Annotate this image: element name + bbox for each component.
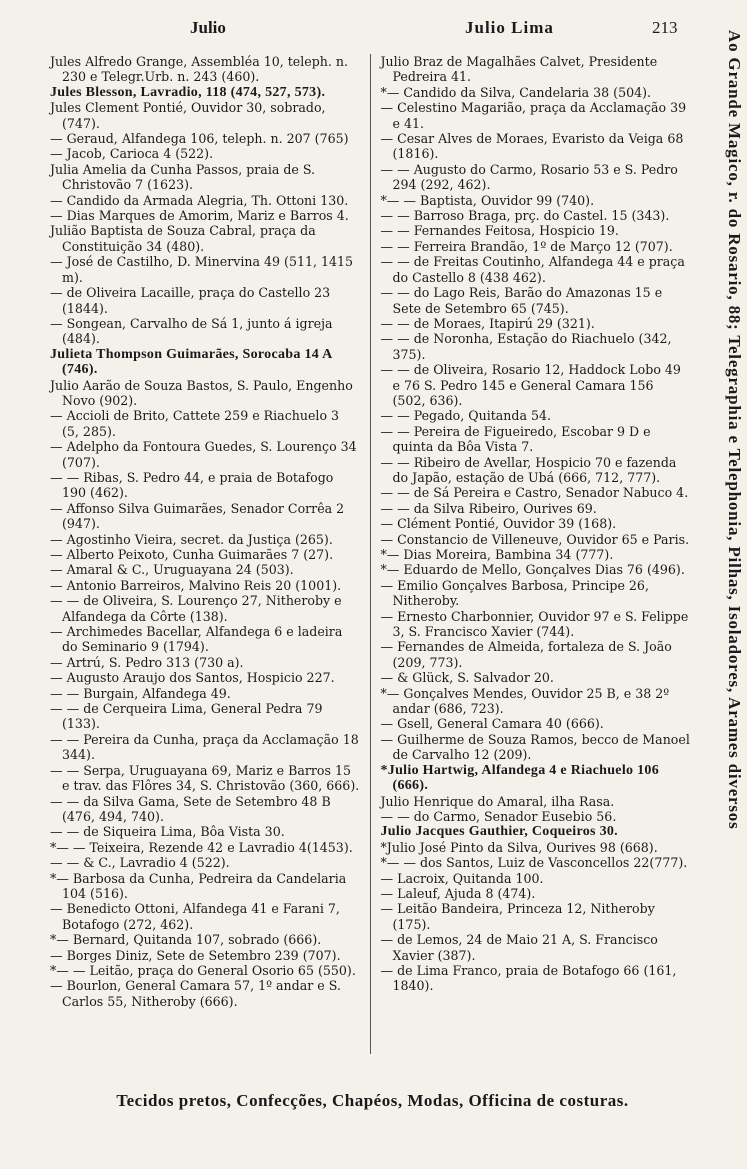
- directory-entry: Jules Clement Pontié, Ouvidor 30, sobrado, (747).: [50, 100, 326, 131]
- directory-entry: Jules Alfredo Grange, Assembléa 10, teleph. n. 230 e Telegr.Urb. n. 243 (460).: [50, 54, 349, 85]
- directory-entry: — — Ribas, S. Pedro 44, e praia de Botafogo 190 (462).: [50, 469, 334, 501]
- directory-entry: *— Gonçalves Mendes, Ouvidor 25 B, e 38 2º andar (686, 723).: [380, 685, 670, 717]
- directory-entry: Julieta Thompson Guimarães, Sorocaba 14 A (746).: [50, 346, 332, 378]
- directory-entry: — — Augusto do Carmo, Rosario 53 e S. Pedro 294 (292, 462).: [380, 161, 678, 193]
- directory-entry: — de Oliveira Lacaille, praça do Castello 23 (1844).: [50, 285, 331, 316]
- directory-entry: — — da Silva Gama, Sete de Setembro 48 B (476, 494, 740).: [50, 793, 331, 824]
- directory-entry: — Ernesto Charbonnier, Ouvidor 97 e S. Felippe 3, S. Francisco Xavier (744).: [380, 608, 689, 640]
- directory-entry: Julio Aarão de Souza Bastos, S. Paulo, Engenho Novo (902).: [50, 377, 353, 408]
- page-number: 213: [652, 18, 678, 37]
- directory-entry: — Dias Marques de Amorim, Mariz e Barros 4.: [50, 208, 349, 224]
- directory-entry: — Amaral & C., Uruguayana 24 (503).: [50, 562, 294, 578]
- directory-entry: — & Glück, S. Salvador 20.: [380, 670, 554, 686]
- directory-entry: *Julio José Pinto da Silva, Ourives 98 (668).: [380, 839, 658, 855]
- directory-entry: — Affonso Silva Guimarães, Senador Corrêa 2 (947).: [50, 500, 345, 532]
- directory-entry: — — Pegado, Quitanda 54.: [380, 408, 552, 424]
- directory-entry: — Cesar Alves de Moraes, Evaristo da Veiga 68 (1816).: [380, 131, 684, 162]
- directory-entry: — — Pereira de Figueiredo, Escobar 9 D e quinta da Bôa Vista 7.: [380, 423, 651, 455]
- directory-entry: — — do Carmo, Senador Eusebio 56.: [380, 808, 617, 824]
- directory-entry: — — do Lago Reis, Barão do Amazonas 15 e Sete de Setembro 65 (745).: [380, 285, 663, 316]
- directory-entry: Julião Baptista de Souza Cabral, praça da Constituição 34 (480).: [50, 223, 316, 254]
- directory-entry: — — Ferreira Brandão, 1º de Março 12 (707).: [380, 238, 673, 254]
- directory-entry: Jules Blesson, Lavradio, 118 (474, 527, 573).: [50, 84, 326, 100]
- directory-entry: — Guilherme de Souza Ramos, becco de Manoel de Carvalho 12 (209).: [380, 731, 690, 763]
- directory-entry: — Geraud, Alfandega 106, teleph. n. 207 (765): [50, 131, 349, 147]
- directory-entry: *— Candido da Silva, Candelaria 38 (504).: [380, 84, 652, 100]
- directory-entry: *— Bernard, Quitanda 107, sobrado (666).: [50, 932, 322, 948]
- directory-entry: — — Pereira da Cunha, praça da Acclamação 18 344).: [50, 731, 359, 763]
- directory-entry: — Celestino Magarião, praça da Acclamação 39 e 41.: [380, 100, 687, 131]
- directory-entry: — — da Silva Ribeiro, Ourives 69.: [380, 500, 597, 516]
- directory-entry: — Agostinho Vieira, secret. da Justiça (265).: [50, 531, 333, 547]
- directory-entry: — Lacroix, Quitanda 100.: [380, 870, 544, 886]
- directory-columns: [50, 54, 690, 1054]
- directory-entry: — — de Noronha, Estação do Riachuelo (342, 375).: [380, 331, 672, 362]
- directory-entry: — Fernandes de Almeida, fortaleza de S. João (209, 773).: [380, 639, 672, 670]
- header-left-word: Julio: [190, 18, 226, 37]
- directory-entry: — Emilio Gonçalves Barbosa, Principe 26, Nitheroby.: [380, 577, 649, 609]
- directory-entry: — Leitão Bandeira, Princeza 12, Nitheroby (175).: [380, 901, 655, 932]
- directory-entry: — Archimedes Bacellar, Alfandega 6 e ladeira do Seminario 9 (1794).: [50, 624, 343, 655]
- directory-entry: — Augusto Araujo dos Santos, Hospicio 227.: [50, 670, 335, 686]
- directory-entry: *— Barbosa da Cunha, Pedreira da Candelaria 104 (516).: [50, 870, 347, 901]
- directory-entry: — Alberto Peixoto, Cunha Guimarães 7 (27).: [50, 547, 334, 562]
- right-column: [381, 54, 691, 1054]
- directory-entry: — — Barroso Braga, prç. do Castel. 15 (343).: [380, 208, 670, 224]
- directory-entry: — Borges Diniz, Sete de Setembro 239 (707).: [50, 947, 341, 963]
- directory-entry: — Adelpho da Fontoura Guedes, S. Lourenço 34 (707).: [50, 439, 357, 470]
- directory-entry: — de Lemos, 24 de Maio 21 A, S. Francisco Xavier (387).: [380, 932, 658, 963]
- left-column: [50, 54, 360, 1054]
- directory-entry: — Accioli de Brito, Cattete 259 e Riachuelo 3 (5, 285).: [50, 408, 340, 439]
- side-advertisement: Ao Grande Magico, r. do Rosario, 88; Telegraphia e Telephonia, Pilhas, Isoladores, Arames diversos: [725, 30, 744, 830]
- directory-entry: — Antonio Barreiros, Malvino Reis 20 (1001).: [50, 577, 342, 593]
- directory-entry: — — Burgain, Alfandega 49.: [50, 685, 231, 701]
- directory-entry: — — de Sá Pereira e Castro, Senador Nabuco 4.: [380, 485, 689, 501]
- directory-entry: — Songean, Carvalho de Sá 1, junto á igreja (484).: [50, 315, 333, 347]
- directory-entry: — — de Oliveira, Rosario 12, Haddock Lobo 49 e 76 S. Pedro 145 e General Camara 156 (502, 636).: [380, 362, 681, 408]
- directory-entry: — Jacob, Carioca 4 (522).: [50, 146, 214, 162]
- directory-entry: — — de Oliveira, S. Lourenço 27, Nitheroby e Alfandega da Côrte (138).: [50, 593, 342, 624]
- page-header: [40, 18, 700, 44]
- directory-entry: *Julio Hartwig, Alfandega 4 e Riachuelo 106 (666).: [380, 762, 660, 794]
- directory-entry: — Clément Pontié, Ouvidor 39 (168).: [380, 516, 617, 532]
- directory-entry: — Bourlon, General Camara 57, 1º andar e S. Carlos 55, Nitheroby (666).: [50, 978, 341, 1009]
- directory-entry: Julio Henrique do Amaral, ilha Rasa.: [380, 793, 615, 809]
- directory-entry: — — Serpa, Uruguayana 69, Mariz e Barros 15 e trav. das Flôres 34, S. Christovão (360, 666).: [50, 762, 360, 794]
- directory-entry: Julio Braz de Magalhães Calvet, Presidente Pedreira 41.: [380, 54, 658, 85]
- directory-entry: — Benedicto Ottoni, Alfandega 41 e Farani 7, Botafogo (272, 462).: [50, 901, 340, 932]
- directory-entry: — José de Castilho, D. Minervina 49 (511, 1415 m).: [50, 254, 354, 285]
- directory-entry: — de Lima Franco, praia de Botafogo 66 (161, 1840).: [380, 962, 677, 994]
- directory-entry: Julio Jacques Gauthier, Coqueiros 30.: [380, 824, 618, 840]
- directory-entry: *— Eduardo de Mello, Gonçalves Dias 76 (496).: [380, 562, 685, 578]
- directory-entry: *— — Baptista, Ouvidor 99 (740).: [380, 192, 595, 208]
- header-center-word: Julio Lima: [465, 18, 554, 37]
- directory-entry: — — de Siqueira Lima, Bôa Vista 30.: [50, 824, 285, 840]
- directory-entry: *— — dos Santos, Luiz de Vasconcellos 22(777).: [380, 855, 688, 871]
- directory-entry: — — de Moraes, Itapirú 29 (321).: [380, 315, 595, 331]
- footer-advertisement: Tecidos pretos, Confecções, Chapéos, Modas, Officina de costuras.: [116, 1091, 629, 1110]
- directory-entry: *— — Leitão, praça do General Osorio 65 (550).: [50, 962, 356, 978]
- directory-entry: — — de Freitas Coutinho, Alfandega 44 e praça do Castello 8 (438 462).: [380, 254, 685, 285]
- directory-entry: — Constancio de Villeneuve, Ouvidor 65 e Paris.: [380, 531, 690, 547]
- directory-entry: — Artrú, S. Pedro 313 (730 a).: [50, 654, 244, 670]
- directory-entry: — — Fernandes Feitosa, Hospicio 19.: [380, 223, 619, 239]
- directory-entry: — — Ribeiro de Avellar, Hospicio 70 e fazenda do Japão, estação de Ubá (666, 712, 777).: [380, 454, 677, 485]
- directory-entry: *— — Teixeira, Rezende 42 e Lavradio 4(1453).: [50, 839, 353, 855]
- column-divider: [370, 54, 371, 1054]
- directory-entry: *— Dias Moreira, Bambina 34 (777).: [380, 547, 614, 562]
- directory-entry: — — & C., Lavradio 4 (522).: [50, 855, 230, 871]
- directory-entry: — — de Cerqueira Lima, General Pedra 79 (133).: [50, 701, 323, 732]
- directory-entry: — Laleuf, Ajuda 8 (474).: [380, 885, 536, 901]
- directory-entry: Julia Amelia da Cunha Passos, praia de S. Christovão 7 (1623).: [50, 161, 316, 193]
- directory-entry: — Candido da Armada Alegria, Th. Ottoni 130.: [50, 192, 349, 208]
- directory-entry: — Gsell, General Camara 40 (666).: [380, 716, 604, 732]
